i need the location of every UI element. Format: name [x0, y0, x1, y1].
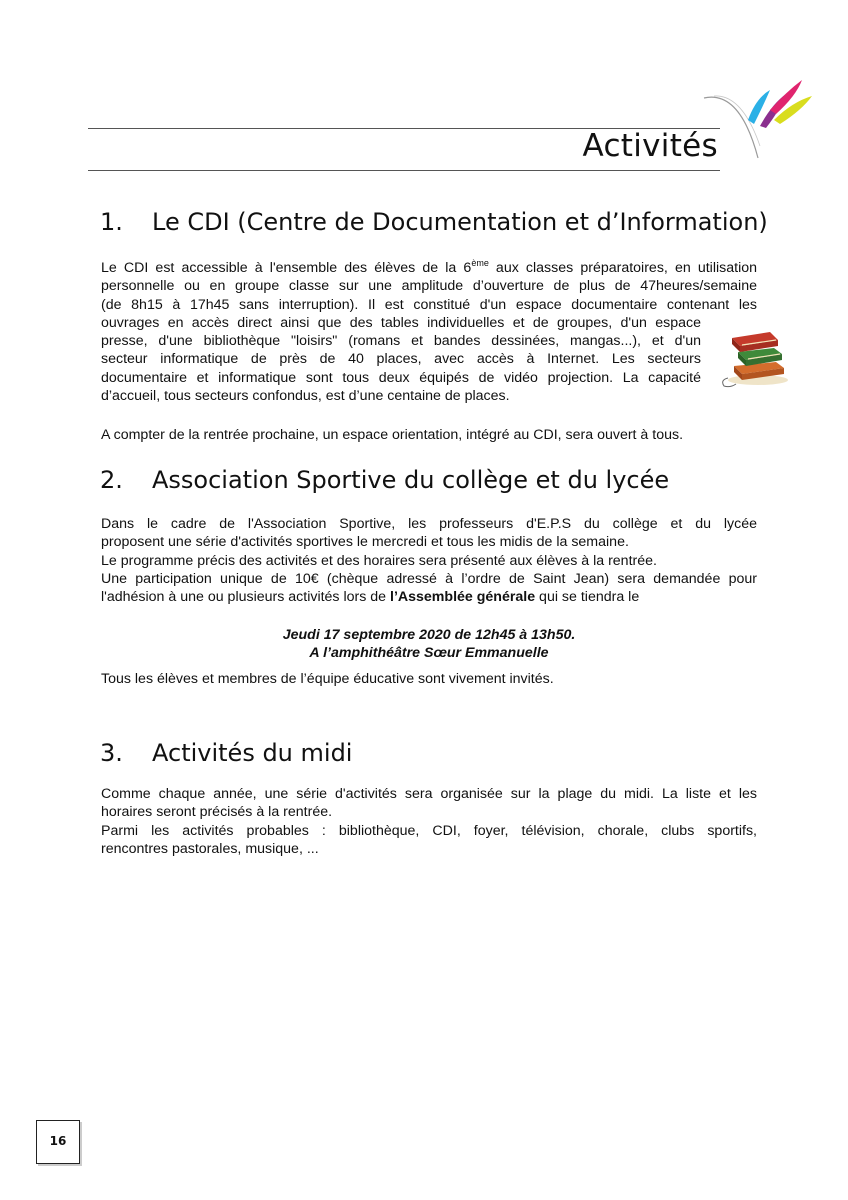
section-number: 2. [100, 466, 123, 494]
midi-paragraph [101, 785, 757, 858]
section-heading-sport [100, 466, 669, 494]
text-line: secteur informatique de près de 40 places, avec accès à Internet. Les secteurs [101, 351, 701, 368]
page-title: Activités [582, 128, 718, 164]
page-number: 16 [49, 1134, 67, 1148]
section-heading-cdi [100, 208, 768, 236]
header-bottom-rule [88, 170, 720, 171]
books-icon [718, 322, 790, 388]
text-line: Parmi les activités probables : bibliothèque, CDI, foyer, télévision, chorale, clubs sportifs, [101, 822, 757, 839]
section-number: 3. [100, 739, 123, 767]
sport-invite-paragraph [101, 670, 757, 688]
text-line: Le CDI est accessible à l'ensemble des élèves de la 6ème aux classes préparatoires, en utilisation [101, 258, 758, 276]
text-line: Comme chaque année, une série d'activités sera organisée sur la plage du midi. La liste et les [101, 786, 757, 802]
assembly-emphasis: l’Assemblée générale [390, 589, 536, 606]
text-line: Dans le cadre de l'Association Sportive, les professeurs d'E.P.S du collège et du lycée [101, 516, 757, 532]
text-line: Tous les élèves et membres de l’équipe éducative sont vivement invités. [101, 671, 554, 687]
text-line: Une participation unique de 10€ (chèque adressé à l’ordre de Saint Jean) sera demandée pour [101, 570, 757, 587]
text-line: A compter de la rentrée prochaine, un espace orientation, intégré au CDI, sera ouvert à tous. [101, 427, 684, 443]
school-logo-icon [700, 68, 820, 168]
text-line: horaires seront précisés à la rentrée. [101, 804, 333, 821]
text-line: l'adhésion à une ou plusieurs activités lors de l’Assemblée générale qui se tiendra le [101, 589, 640, 606]
cdi-orientation-paragraph [101, 426, 757, 444]
event-date: Jeudi 17 septembre 2020 de 12h45 à 13h50. [282, 627, 576, 643]
text-line: (de 8h15 à 17h45 sans interruption). Il est constitué d'un espace documentaire contenant les [101, 296, 757, 313]
text-line: documentaire et informatique sont tous deux équipés de vidéo projection. La capacité [101, 369, 701, 386]
sport-paragraph [101, 515, 757, 606]
text-line: personnelle ou en groupe classe sur une amplitude d’ouverture de plus de 47heures/semaine [101, 278, 757, 295]
page-number-box [36, 1120, 80, 1164]
text-line: presse, d'une bibliothèque "loisirs" (romans et bandes dessinées, mangas...), et d'un [101, 333, 701, 350]
section-number: 1. [100, 208, 123, 236]
text-line: d’accueil, tous secteurs confondus, est d’une centaine de places. [101, 388, 510, 405]
text-line: Le programme précis des activités et des horaires sera présenté aux élèves à la rentrée. [101, 552, 657, 569]
text-line: ouvrages en accès direct ainsi que des tables individuelles et de groupes, d'un espace [101, 314, 701, 331]
section-title-text: Le CDI (Centre de Documentation et d’Information) [152, 208, 768, 236]
section-title-text: Activités du midi [152, 739, 353, 767]
section-title-text: Association Sportive du collège et du lycée [152, 466, 670, 494]
section-heading-midi [100, 739, 352, 767]
text-line: proposent une série d'activités sportives le mercredi et tous les midis de la semaine. [101, 534, 629, 551]
text-line: rencontres pastorales, musique, ... [101, 840, 319, 857]
event-location: A l’amphithéâtre Sœur Emmanuelle [309, 645, 549, 661]
cdi-paragraph [101, 259, 757, 405]
